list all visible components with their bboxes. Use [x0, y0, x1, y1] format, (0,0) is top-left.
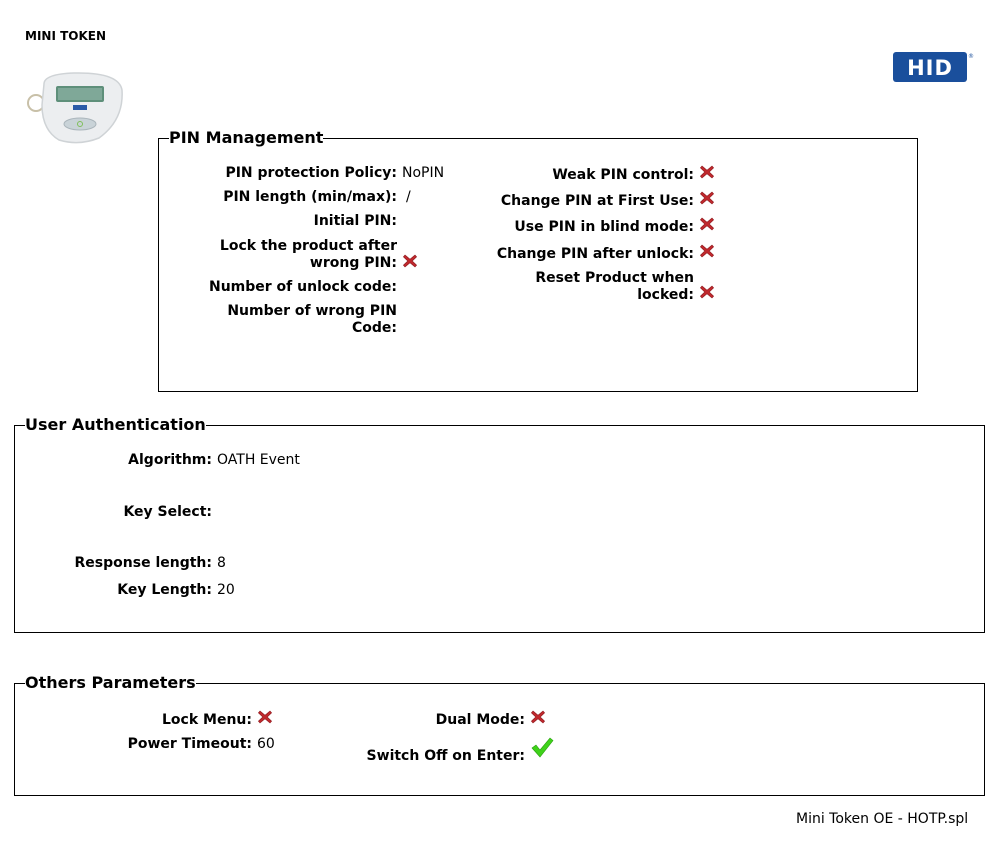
- key-length-label: Key Length:: [117, 582, 212, 598]
- key-select-label: Key Select:: [123, 504, 212, 520]
- reset-product-label-line1: Reset Product when: [535, 270, 694, 286]
- wrong-pin-count-label-line1: Number of wrong PIN: [227, 303, 397, 319]
- others-parameters-legend: Others Parameters: [25, 673, 196, 692]
- svg-text:®: ®: [968, 53, 974, 60]
- user-authentication-section: [14, 416, 985, 633]
- cross-icon: [699, 243, 715, 259]
- mini-token-device-image: [24, 70, 124, 144]
- change-pin-first-use-label: Change PIN at First Use:: [500, 193, 694, 209]
- check-icon: [530, 736, 554, 760]
- cross-icon: [530, 709, 546, 725]
- algorithm-label: Algorithm:: [128, 452, 212, 468]
- hid-logo: [893, 52, 974, 82]
- product-title: MINI TOKEN: [25, 29, 107, 43]
- lock-product-label-line2: wrong PIN:: [309, 255, 397, 271]
- pin-protection-policy-label: PIN protection Policy:: [225, 165, 397, 181]
- svg-text:HID: HID: [907, 56, 953, 80]
- wrong-pin-count-label-line2: Code:: [351, 320, 397, 336]
- lock-product-label-line1: Lock the product after: [219, 238, 397, 254]
- switch-off-on-enter-label: Switch Off on Enter:: [366, 748, 525, 764]
- cross-icon: [402, 253, 418, 269]
- lock-menu-label: Lock Menu:: [162, 712, 252, 728]
- footer-filename: Mini Token OE - HOTP.spl: [796, 811, 969, 827]
- algorithm-value: OATH Event: [217, 452, 300, 468]
- pin-protection-policy-value: NoPIN: [402, 165, 445, 181]
- cross-icon: [699, 216, 715, 232]
- power-timeout-label: Power Timeout:: [127, 736, 252, 752]
- others-parameters-section: [14, 674, 985, 796]
- user-authentication-legend: User Authentication: [25, 415, 206, 434]
- dual-mode-label: Dual Mode:: [435, 712, 525, 728]
- response-length-label: Response length:: [74, 555, 212, 571]
- pin-management-legend: PIN Management: [169, 128, 324, 147]
- pin-length-value: /: [406, 189, 411, 205]
- response-length-value: 8: [217, 555, 226, 571]
- unlock-code-count-label: Number of unlock code:: [208, 279, 397, 295]
- weak-pin-control-label: Weak PIN control:: [552, 167, 694, 183]
- reset-product-label-line2: locked:: [637, 287, 694, 303]
- pin-length-label: PIN length (min/max):: [223, 189, 397, 205]
- cross-icon: [699, 284, 715, 300]
- power-timeout-value: 60: [257, 736, 275, 752]
- blind-mode-label: Use PIN in blind mode:: [514, 219, 694, 235]
- cross-icon: [699, 190, 715, 206]
- key-length-value: 20: [217, 582, 235, 598]
- initial-pin-label: Initial PIN:: [313, 213, 397, 229]
- cross-icon: [257, 709, 273, 725]
- cross-icon: [699, 164, 715, 180]
- change-pin-after-unlock-label: Change PIN after unlock:: [496, 246, 694, 262]
